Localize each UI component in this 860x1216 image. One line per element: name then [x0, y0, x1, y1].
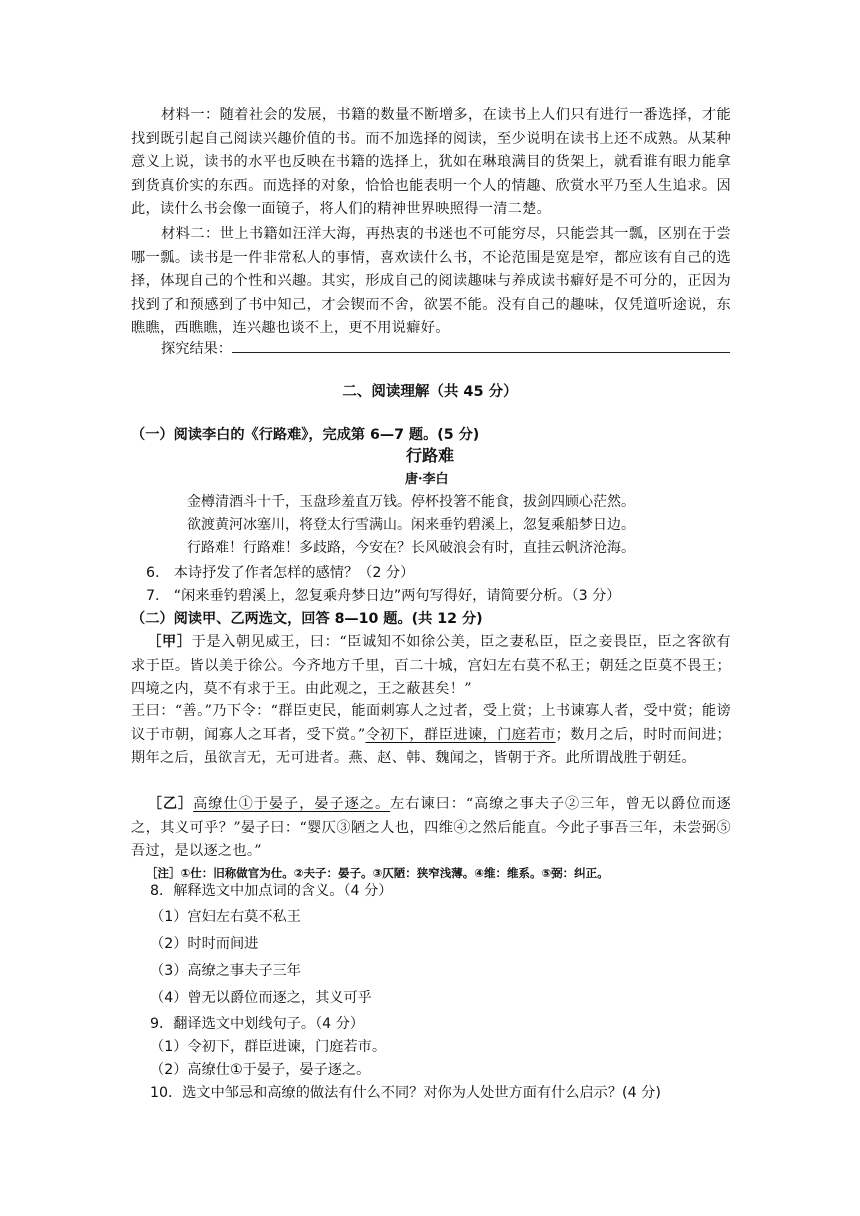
- part-two-heading: （二）阅读甲、乙两选文，回答 8—10 题。(共 12 分): [131, 611, 483, 627]
- poem-author: 唐·李白: [405, 472, 449, 487]
- poem-title: 行路难: [405, 446, 454, 465]
- question-10: 10．选文中邹忌和高缭的做法有什么不同？对你为人处世方面有什么启示？(4 分): [150, 1085, 661, 1101]
- annotation-note: ［注］①仕：旧称做官为仕。②夫子：晏子。③仄陋：狭窄浅薄。④维：维系。⑤弼：纠正。: [146, 866, 609, 880]
- passage-yi: ［乙］高缭仕①于晏子，晏子逐之。左右谏曰：“高缭之事夫子②三年，曾无以爵位而逐之，其义可乎？”晏子曰：“婴仄③陋之人也，四维④之然后能直。今此子事吾三年，未尝弼⑤吾过，是以逐之也。”: [131, 796, 732, 859]
- passage-yi-tag: ［乙］: [147, 796, 194, 812]
- question-9-item: （1）令初下，群臣进谏，门庭若市。: [150, 1039, 387, 1055]
- passage-jia-para1: ［甲］于是入朝见威王，曰：“臣诚知不如徐公美，臣之妻私臣，臣之妾畏臣，臣之客欲有求于臣。皆以美于徐公。今齐地方千里，百二十城，宫妇左右莫不私王；朝廷之臣莫不畏王；四境之内，莫不有求于王。由此观之，王之蔽甚矣！”: [131, 634, 731, 697]
- passage-jia-para2: 王曰：“善。”乃下令：“群臣吏民，能面刺寡人之过者，受上赏；上书谏寡人者，受中赏；能谤议于市朝，闻寡人之耳者，受下赏。”令初下，群臣进谏，门庭若市；数月之后，时时而间进；期年之后，虽欲言无，无可进者。燕、赵、韩、魏闻之，皆朝于齐。此所谓战胜于朝廷。: [131, 703, 731, 766]
- question-8-item: （1）宫妇左右莫不私王: [150, 909, 301, 925]
- material-two: 材料二：世上书籍如汪洋大海，再热衷的书迷也不可能穷尽，只能尝其一瓢，区别在于尝哪一瓢。读书是一件非常私人的事情，喜欢读什么书，不论范围是宽是窄，都应该有自己的选择，体现自己的个性和兴趣。其实，形成自己的阅读趣味与养成读书癖好是不可分的，正因为找到了和预感到了书中知己，才会锲而不舍，欲罢不能。没有自己的趣味，仅凭道听途说，东瞧瞧，西瞧瞧，连兴趣也谈不上，更不用说癖好。: [131, 226, 731, 336]
- material-one: 材料一：随着社会的发展，书籍的数量不断增多，在读书上人们只有进行一番选择，才能找到既引起自己阅读兴趣价值的书。而不加选择的阅读，至少说明在读书上还不成熟。从某种意义上说，读书的水平也反映在书籍的选择上，犹如在琳琅满目的货架上，就看谁有眼力能拿到货真价实的东西。而选择的对象，恰恰也能表明一个人的情趣、欣赏水平乃至人生追求。因此，读什么书会像一面镜子，将人们的精神世界映照得一清二楚。: [131, 107, 731, 217]
- part-one-heading: （一）阅读李白的《行路难》，完成第 6—7 题。(5 分): [131, 427, 480, 443]
- underlined-sentence-1: 令初下，群臣进谏，门庭若市: [365, 726, 556, 743]
- question-6: 6. 本诗抒发了作者怎样的感情？（2 分）: [146, 565, 415, 581]
- result-answer-line[interactable]: [232, 352, 730, 353]
- poem-line: 欲渡黄河冰塞川，将登太行雪满山。闲来垂钓碧溪上，忽复乘船梦日边。: [187, 517, 635, 533]
- question-9-item: （2）高缭仕①于晏子，晏子逐之。: [150, 1062, 371, 1078]
- question-8-item: （2）时时而间进: [150, 936, 259, 952]
- question-8: 8．解释选文中加点词的含义。（4 分）: [150, 883, 393, 899]
- underlined-sentence-2: 高缭仕①于晏子，晏子逐之。: [193, 796, 391, 812]
- poem-line: 行路难！行路难！多歧路，今安在？长风破浪会有时，直挂云帆济沧海。: [187, 540, 635, 556]
- question-8-item: （3）高缭之事夫子三年: [150, 963, 301, 979]
- passage-jia-tag: ［甲］: [147, 634, 192, 650]
- section-title: 二、阅读理解（共 45 分）: [342, 384, 518, 400]
- result-label: 探究结果：: [161, 341, 232, 357]
- question-8-item: （4）曾无以爵位而逐之，其义可乎: [150, 990, 372, 1006]
- question-7: 7. “闲来垂钓碧溪上，忽复乘舟梦日边”两句写得好，请简要分析。（3 分）: [146, 588, 621, 604]
- question-9: 9．翻译选文中划线句子。（4 分）: [150, 1016, 365, 1032]
- poem-line: 金樽清酒斗十千，玉盘珍羞直万钱。停杯投箸不能食，拔剑四顾心茫然。: [187, 494, 635, 510]
